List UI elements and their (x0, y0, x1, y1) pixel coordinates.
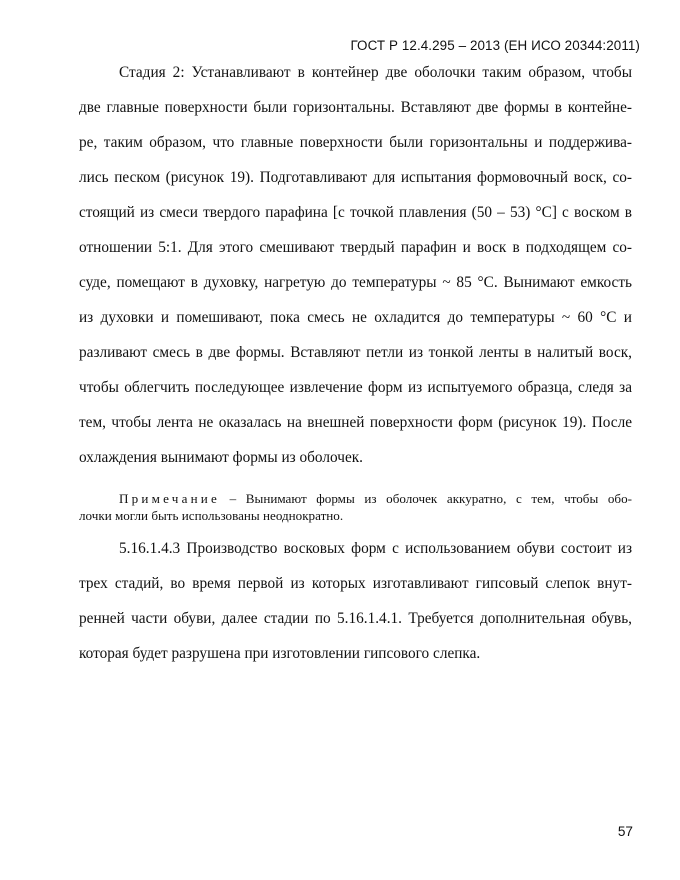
paragraph-line: ренней части обуви, далее стадии по 5.16.1.4.1. Требуется дополнительная обувь, (79, 610, 632, 627)
note-line: лочки могли быть использованы неоднократно. (79, 508, 344, 523)
paragraph-line: чтобы облегчить последующее извлечение форм из испытуемого образца, следя за (79, 379, 632, 396)
paragraph-line: 5.16.1.4.3 Производство восковых форм с использованием обуви состоит из (119, 540, 632, 557)
note-text: – Вынимают формы из оболочек аккуратно, с тем, чтобы обо- (220, 491, 632, 506)
note-label: Примечание (119, 491, 221, 506)
paragraph-line: из духовки и помешивают, пока смесь не охладится до температуры ~ 60 °C и (79, 309, 632, 326)
note-line (119, 491, 632, 506)
page-number: 57 (617, 824, 633, 839)
paragraph-line: лись песком (рисунок 19). Подготавливают для испытания формовочный воск, со- (79, 169, 632, 186)
paragraph-line: тем, чтобы лента не оказалась на внешней поверхности форм (рисунок 19). После (79, 414, 632, 431)
paragraph-line: Стадия 2: Устанавливают в контейнер две оболочки таким образом, чтобы (119, 64, 632, 81)
paragraph-line: трех стадий, во время первой из которых изготавливают гипсовый слепок внут- (79, 575, 632, 592)
paragraph-line: стоящий из смеси твердого парафина [с точкой плавления (50 – 53) °C] с воском в (79, 204, 632, 221)
paragraph-line: отношении 5:1. Для этого смешивают твердый парафин и воск в подходящем со- (79, 239, 632, 256)
paragraph-line: охлаждения вынимают формы из оболочек. (79, 449, 364, 466)
paragraph-line: разливают смесь в две формы. Вставляют петли из тонкой ленты в налитый воск, (79, 344, 632, 361)
paragraph-line: две главные поверхности были горизонтальны. Вставляют две формы в контейне- (79, 99, 632, 116)
paragraph-line: которая будет разрушена при изготовлении гипсового слепка. (79, 645, 481, 662)
document-standard-header: ГОСТ Р 12.4.295 – 2013 (ЕН ИСО 20344:2011) (350, 38, 640, 53)
paragraph-line: ре, таким образом, что главные поверхности были горизонтальны и поддержива- (79, 134, 632, 151)
paragraph-line: суде, помещают в духовку, нагретую до температуры ~ 85 °C. Вынимают емкость (79, 274, 632, 291)
